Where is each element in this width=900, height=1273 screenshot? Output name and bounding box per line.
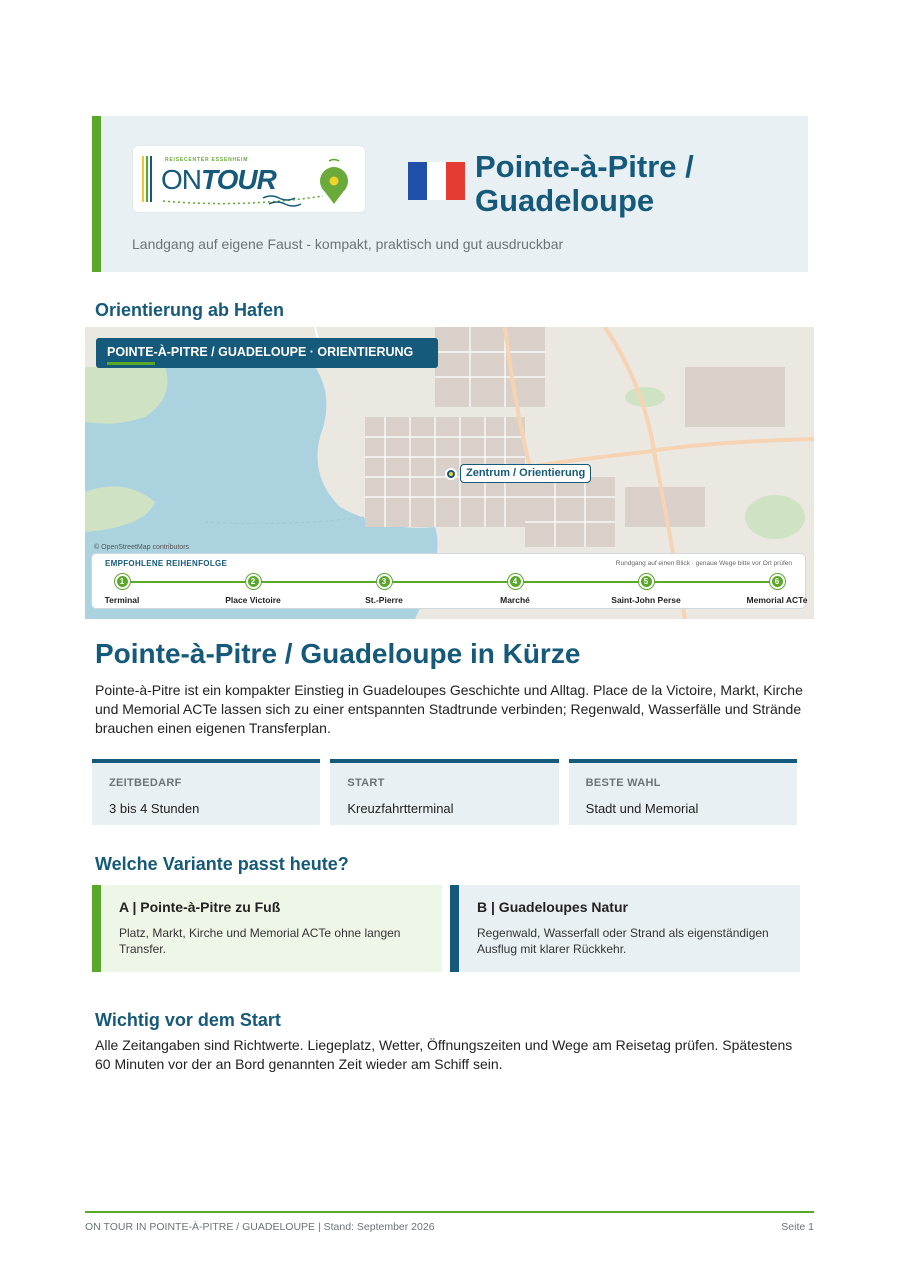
variant-b-text: Regenwald, Wasserfall oder Strand als eigenständigen Ausflug mit klarer Rückkehr. bbox=[477, 926, 769, 956]
info-label: BESTE WAHL bbox=[585, 777, 661, 789]
stop-number: 4 bbox=[508, 574, 523, 589]
info-card-time bbox=[92, 759, 320, 825]
map-banner-text: POINTE-À-PITRE / GUADELOUPE · ORIENTIERUNG bbox=[107, 345, 414, 359]
important-text: Alle Zeitangaben sind Richtwerte. Liegeplatz, Wetter, Öffnungszeiten und Wege am Reisetag prüfen. Spätestens 60 Minuten vor der an Bord genannten Zeit wieder am Schiff sein. bbox=[95, 1037, 793, 1072]
logo-tour-text: TOUR bbox=[201, 164, 276, 195]
variant-a-title: A | Pointe-à-Pitre zu Fuß bbox=[119, 899, 281, 915]
route-title: EMPFOHLENE REIHENFOLGE bbox=[105, 559, 228, 568]
map-banner bbox=[96, 338, 438, 368]
route-stop bbox=[203, 574, 303, 605]
page-title-line-1: Pointe-à-Pitre / bbox=[475, 149, 694, 184]
stop-name: Saint-John Perse bbox=[611, 595, 681, 605]
page-subtitle: Landgang auf eigene Faust - kompakt, praktisch und gut ausdruckbar bbox=[132, 236, 564, 252]
info-value: Stadt und Memorial bbox=[585, 801, 699, 816]
stop-name: St.-Pierre bbox=[365, 595, 403, 605]
orientation-map[interactable] bbox=[85, 327, 814, 619]
center-pin-icon[interactable] bbox=[445, 468, 457, 480]
page-header bbox=[92, 116, 808, 272]
map-credit: © OpenStreetMap contributors bbox=[94, 544, 190, 551]
center-label: Zentrum / Orientierung bbox=[460, 464, 591, 483]
stop-name: Place Victoire bbox=[225, 595, 281, 605]
stop-name: Memorial ACTe bbox=[746, 595, 808, 605]
route-stop bbox=[85, 574, 172, 605]
stop-number: 6 bbox=[770, 574, 785, 589]
stop-name: Terminal bbox=[104, 595, 140, 605]
summary-intro: Pointe-à-Pitre ist ein kompakter Einstieg in Guadeloupes Geschichte und Alltag. Place de la Victoire, Markt, Kirche und Memorial ACTe lassen sich zu einer entspannten Stadtrunde verbinden; Regenwald, Wasserfälle und Strände brauchen einen eigenen Transferplan. bbox=[95, 682, 803, 736]
variant-b-title: B | Guadeloupes Natur bbox=[477, 899, 628, 915]
orientation-heading: Orientierung ab Hafen bbox=[95, 300, 285, 320]
info-value: 3 bis 4 Stunden bbox=[109, 801, 200, 816]
stop-number: 2 bbox=[246, 574, 261, 589]
summary-title: Pointe-à-Pitre / Guadeloupe in Kürze bbox=[95, 638, 581, 669]
stop-number: 3 bbox=[377, 574, 392, 589]
info-label: START bbox=[347, 777, 385, 789]
info-card-best-choice bbox=[569, 759, 797, 825]
footer-left: ON TOUR IN POINTE-À-PITRE / GUADELOUPE | Stand: September 2026 bbox=[85, 1221, 435, 1233]
info-cards bbox=[92, 759, 797, 825]
info-value: Kreuzfahrtterminal bbox=[347, 801, 454, 816]
stop-number: 5 bbox=[639, 574, 654, 589]
info-card-start bbox=[330, 759, 558, 825]
stop-name: Marché bbox=[500, 595, 530, 605]
stop-number: 1 bbox=[115, 574, 130, 589]
page-title-line-2: Guadeloupe bbox=[475, 183, 655, 218]
route-stop bbox=[334, 574, 434, 605]
logo-wordmark bbox=[161, 164, 276, 196]
info-label: ZEITBEDARF bbox=[109, 777, 182, 789]
route-stop bbox=[727, 574, 814, 605]
france-flag-icon bbox=[408, 162, 465, 200]
page-number: Seite 1 bbox=[781, 1221, 814, 1233]
variant-a-card bbox=[92, 885, 442, 972]
variants-heading: Welche Variante passt heute? bbox=[95, 854, 349, 874]
route-panel bbox=[91, 553, 806, 609]
variant-b-card bbox=[450, 885, 800, 972]
variant-a-text: Platz, Markt, Kirche und Memorial ACTe ohne langen Transfer. bbox=[119, 926, 401, 956]
route-note: Rundgang auf einen Blick · genaue Wege bitte vor Ort prüfen bbox=[615, 560, 792, 567]
on-tour-logo bbox=[132, 145, 366, 213]
logo-on-text: ON bbox=[161, 164, 201, 195]
logo-tagline: REISECENTER ESSENHEIM bbox=[165, 157, 249, 163]
route-stop bbox=[465, 574, 565, 605]
page-title bbox=[475, 150, 694, 218]
important-heading: Wichtig vor dem Start bbox=[95, 1010, 281, 1030]
map-banner-accent bbox=[107, 362, 155, 365]
route-stop bbox=[596, 574, 696, 605]
variant-cards bbox=[92, 885, 800, 972]
footer-divider bbox=[85, 1211, 814, 1213]
